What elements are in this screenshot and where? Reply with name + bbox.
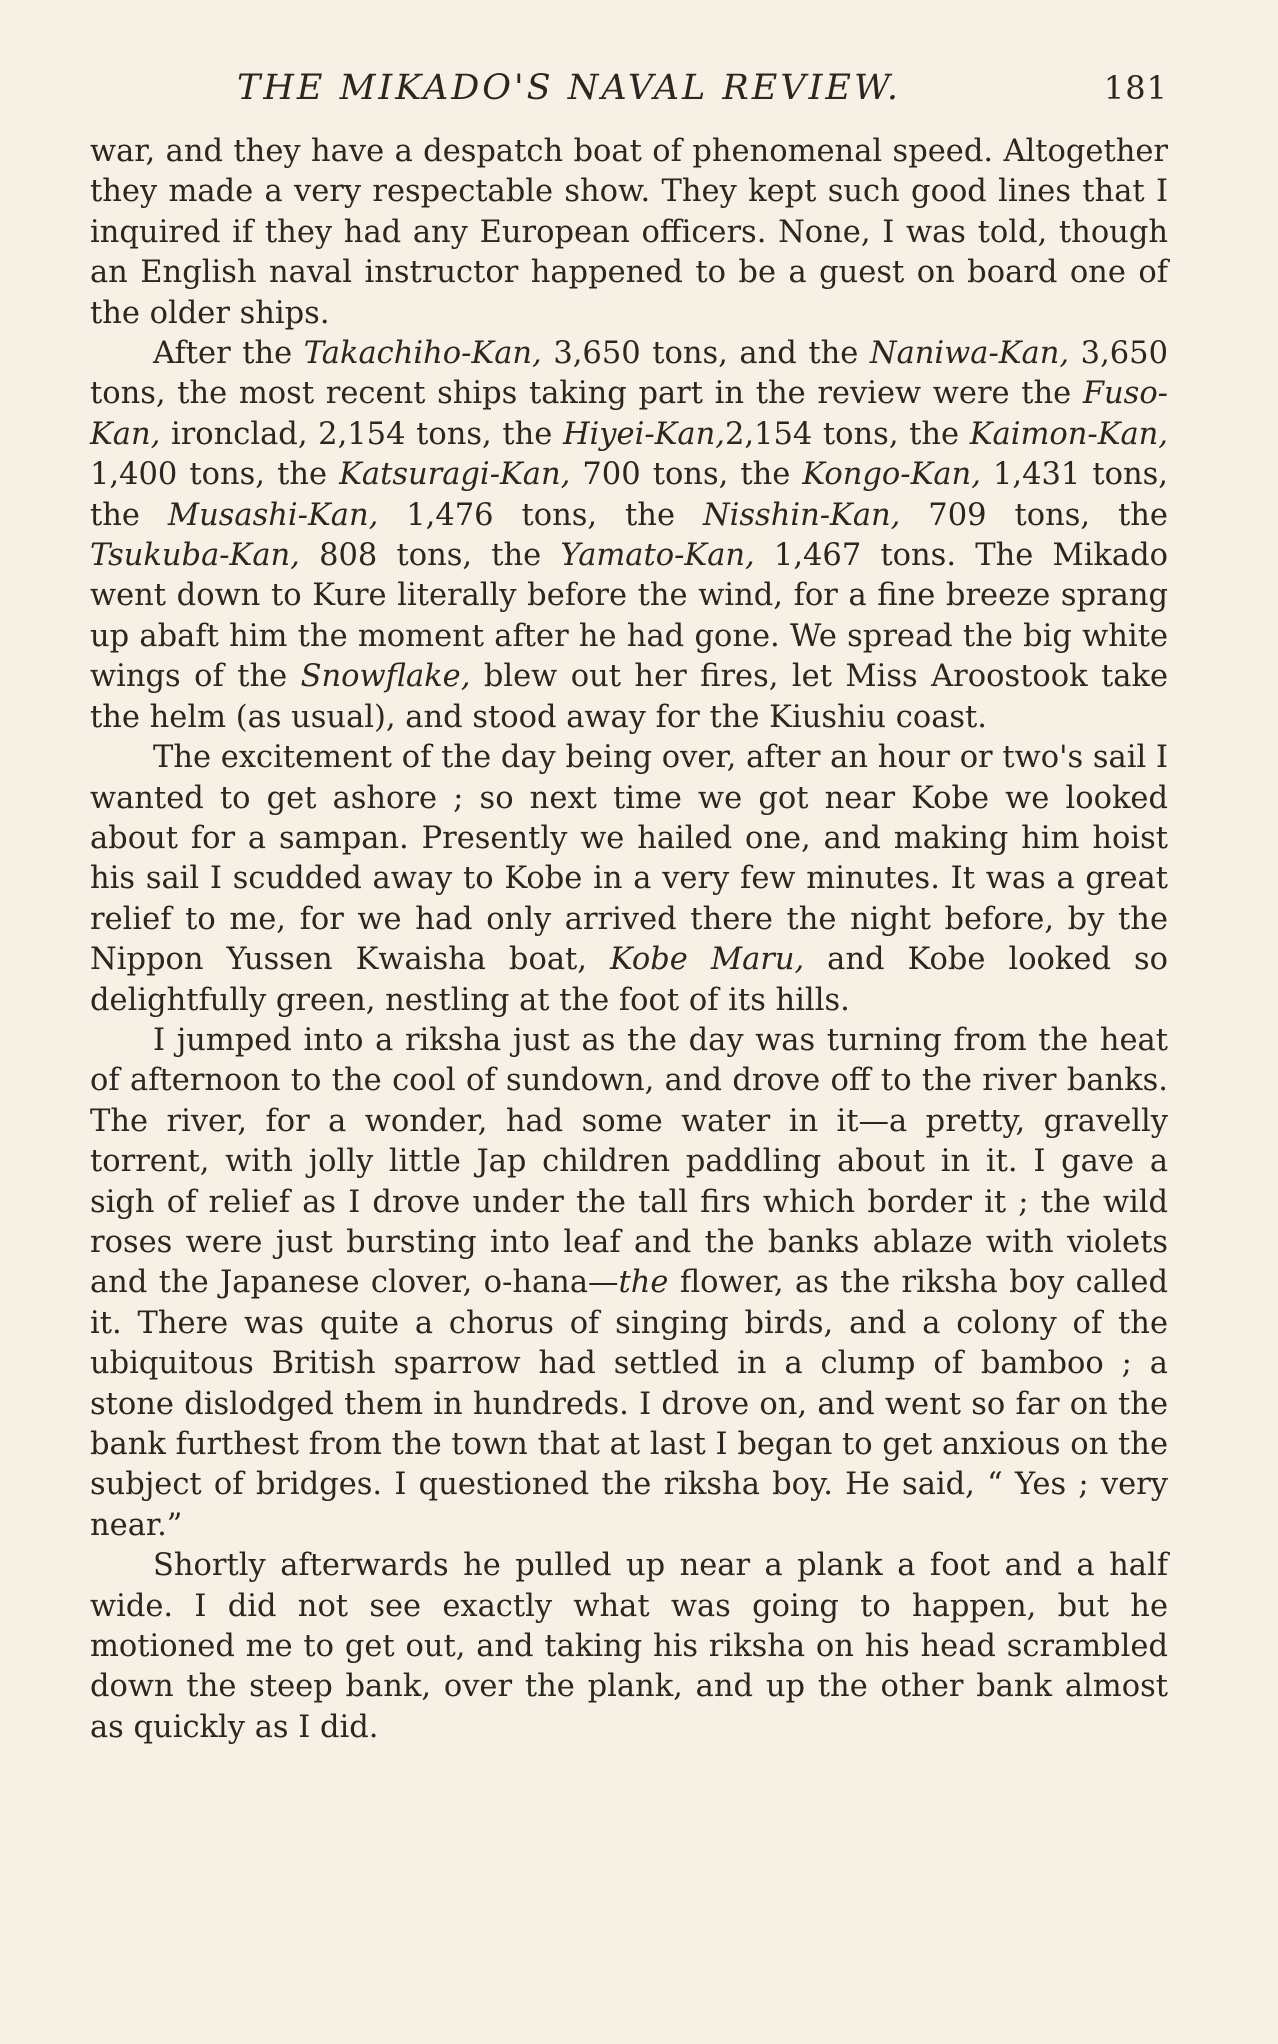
ship-name: Tsukuba-Kan,	[90, 538, 300, 574]
paragraph-text: and Kobe looked so delightfully green, nestling at the foot of its hills.	[90, 942, 1168, 1018]
paragraph-3	[90, 738, 1168, 1021]
running-title: THE MIKADO'S NAVAL REVIEW.	[237, 68, 901, 108]
paragraph-text: 1,467 tons. The Mikado went down to Kure literally before the wind, for a fine breeze sprang up abaft him the moment after he had gone. We spread the big white wings of the	[90, 538, 1168, 695]
paragraph-text: Shortly afterwards he pulled up near a plank a foot and a half wide. I did not see exactly what was going to happen, but he motioned me to get out, and taking his riksha on his head scrambled down the steep bank, over the plank, and up the other bank almost as quickly as I did.	[90, 1548, 1168, 1745]
paragraph-text: The excitement of the day being over, after an hour or two's sail I wanted to get ashore ; so next time we got near Kobe we looked about for a sampan. Presently we hailed one, and making him hoist his sail I scudded away to Kobe in a very few minutes. It was a great relief to me, for we had only arrived there the night before, by the Nippon Yussen Kwaisha boat,	[90, 740, 1168, 978]
body-text	[90, 132, 1168, 1748]
paragraph-text: 808 tons, the	[299, 538, 561, 574]
ship-name: Kobe Maru,	[609, 942, 805, 978]
paragraph-text: 3,650 tons, and the	[541, 336, 870, 372]
book-page	[90, 60, 1168, 1748]
paragraph-text: war, and they have a despatch boat of phenomenal speed. Altogether they made a very respectable show. They kept such good lines that I inquired if they had any European officers. None, I was told, though an English naval instructor happened to be a guest on board one of the older ships.	[90, 134, 1168, 331]
ship-name: Takachiho-Kan,	[303, 336, 542, 372]
paragraph-text: 2,154 tons, the	[724, 416, 970, 452]
paragraph-text: ironclad, 2,154 tons, the	[160, 416, 563, 452]
ship-name: Snowflake,	[300, 659, 471, 695]
ship-name: Naniwa-Kan,	[869, 336, 1070, 372]
paragraph-4	[90, 1021, 1168, 1546]
ship-name: Musashi-Kan,	[167, 497, 379, 533]
paragraph-text: 3,650 tons, the most recent ships taking part in the review were the	[90, 336, 1168, 412]
paragraph-text: 1,431 tons, the	[90, 457, 1168, 533]
ship-name: Kongo-Kan,	[802, 457, 981, 493]
ship-name: Fuso-Kan,	[90, 376, 1168, 452]
ship-name: Kaimon-Kan,	[969, 416, 1168, 452]
paragraph-text: flower, as the riksha boy called it. There was quite a chorus of singing birds, and a colony of the ubiquitous British sparrow had settled in a clump of bamboo ; a stone dislodged them in hundreds. I drove on, and went so far on the bank furthest from the town that at last I began to get anxious on the subject of bridges. I questioned the riksha boy. He said, “ Yes ; very near.”	[90, 1265, 1168, 1543]
paragraph-text: After the	[153, 336, 304, 372]
running-head	[90, 60, 1168, 116]
paragraph-text: 700 tons, the	[570, 457, 803, 493]
paragraph-5	[90, 1546, 1168, 1748]
paragraph-text: 1,400 tons, the	[90, 457, 340, 493]
ship-name: Katsuragi-Kan,	[339, 457, 571, 493]
paragraph-1	[90, 132, 1168, 334]
page-number: 181	[1103, 69, 1168, 107]
paragraph-text: I jumped into a riksha just as the day was turning from the heat of afternoon to the cool of sundown, and drove off to the river banks. The river, for a wonder, had some water in it—a pretty, gravelly torrent, with jolly little Jap children paddling about in it. I gave a sigh of relief as I drove under the tall firs which border it ; the wild roses were just bursting into leaf and the banks ablaze with violets and the Japanese clover, o-hana—	[90, 1022, 1168, 1301]
paragraph-text: 709 tons, the	[900, 497, 1168, 533]
ship-name: Nisshin-Kan,	[702, 497, 901, 533]
ship-name: Yamato-Kan,	[560, 538, 755, 574]
paragraph-text: 1,476 tons, the	[378, 497, 703, 533]
emphasis: the	[618, 1265, 669, 1301]
paragraph-2	[90, 334, 1168, 738]
ship-name: Hiyei-Kan,	[562, 416, 725, 452]
paragraph-text: blew out her fires, let Miss Aroostook take the helm (as usual), and stood away for the Kiushiu coast.	[90, 659, 1168, 735]
